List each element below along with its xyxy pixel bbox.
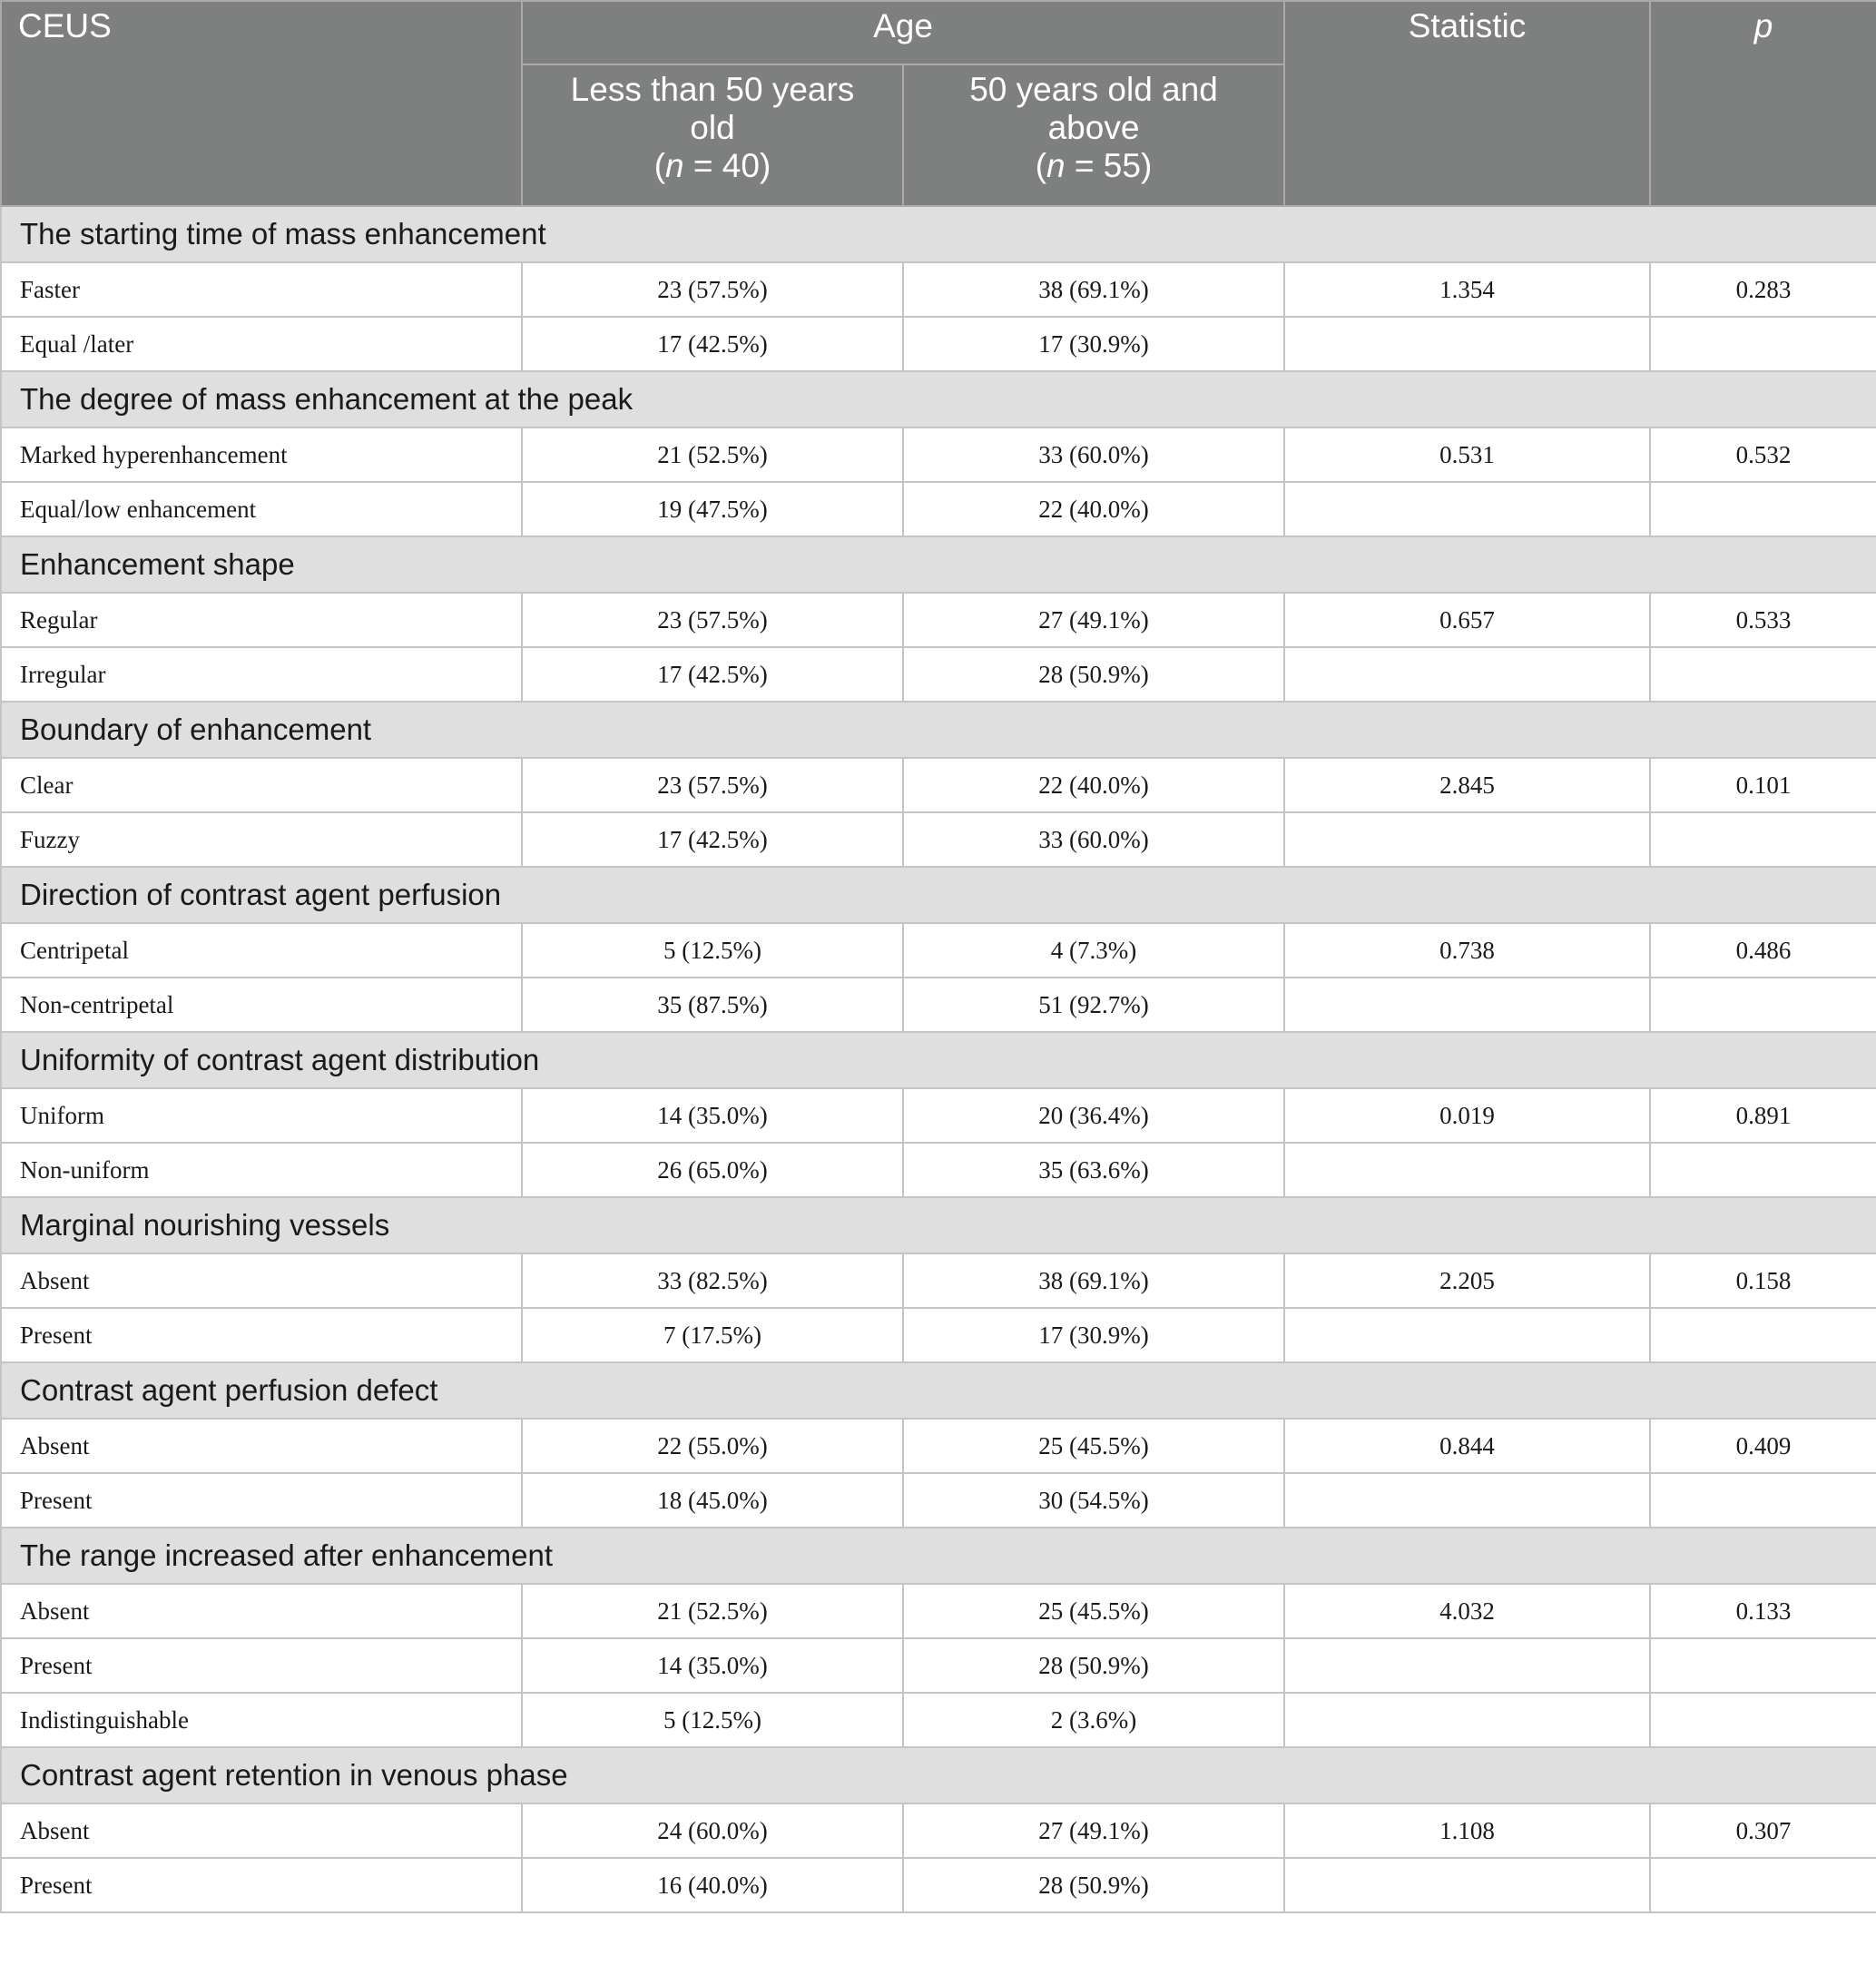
cell-p-value: 0.532: [1650, 427, 1876, 482]
cell-p-value: [1650, 1858, 1876, 1912]
cell-under-50: 24 (60.0%): [522, 1803, 903, 1858]
section-title: Direction of contrast agent perfusion: [1, 867, 1876, 923]
section-title: Enhancement shape: [1, 536, 1876, 593]
table-body: [1, 206, 1876, 1912]
cell-under-50: 17 (42.5%): [522, 647, 903, 702]
row-label: Irregular: [1, 647, 522, 702]
header-group-50-plus-line2: above: [1047, 109, 1140, 146]
cell-50-plus: 33 (60.0%): [903, 812, 1284, 867]
cell-p-value: [1650, 812, 1876, 867]
cell-50-plus: 25 (45.5%): [903, 1584, 1284, 1638]
header-group-50-plus-n-count: = 55): [1065, 147, 1153, 184]
row-label: Present: [1, 1858, 522, 1912]
cell-50-plus: 35 (63.6%): [903, 1143, 1284, 1197]
cell-p-value: 0.307: [1650, 1803, 1876, 1858]
cell-50-plus: 38 (69.1%): [903, 1253, 1284, 1308]
cell-statistic: [1284, 317, 1650, 371]
cell-50-plus: 28 (50.9%): [903, 1858, 1284, 1912]
row-label: Indistinguishable: [1, 1693, 522, 1747]
cell-statistic: 4.032: [1284, 1584, 1650, 1638]
table-row: [1, 1088, 1876, 1143]
table-row: [1, 1473, 1876, 1528]
row-label: Centripetal: [1, 923, 522, 978]
cell-statistic: 2.205: [1284, 1253, 1650, 1308]
cell-p-value: [1650, 1308, 1876, 1362]
section-row: [1, 536, 1876, 593]
cell-p-value: [1650, 1473, 1876, 1528]
row-label: Clear: [1, 758, 522, 812]
cell-statistic: 1.354: [1284, 262, 1650, 317]
table-row: [1, 1638, 1876, 1693]
section-title: The starting time of mass enhancement: [1, 206, 1876, 262]
cell-statistic: 0.844: [1284, 1419, 1650, 1473]
cell-50-plus: 4 (7.3%): [903, 923, 1284, 978]
header-group-under-50-line2: old: [690, 109, 735, 146]
header-group-50-plus-line1: 50 years old and: [969, 71, 1218, 108]
cell-under-50: 21 (52.5%): [522, 1584, 903, 1638]
table-row: [1, 1584, 1876, 1638]
row-label: Non-centripetal: [1, 978, 522, 1032]
row-label: Absent: [1, 1584, 522, 1638]
header-group-under-50-n-count: = 40): [683, 147, 771, 184]
header-group-under-50-line1: Less than 50 years: [570, 71, 855, 108]
section-title: Contrast agent retention in venous phase: [1, 1747, 1876, 1803]
row-label: Absent: [1, 1419, 522, 1473]
cell-under-50: 7 (17.5%): [522, 1308, 903, 1362]
cell-p-value: [1650, 1143, 1876, 1197]
cell-50-plus: 28 (50.9%): [903, 647, 1284, 702]
cell-p-value: 0.283: [1650, 262, 1876, 317]
header-statistic: Statistic: [1284, 1, 1650, 206]
header-ceus: CEUS: [1, 1, 522, 206]
cell-statistic: [1284, 1693, 1650, 1747]
cell-under-50: 18 (45.0%): [522, 1473, 903, 1528]
cell-statistic: 0.531: [1284, 427, 1650, 482]
table-row: [1, 1143, 1876, 1197]
row-label: Fuzzy: [1, 812, 522, 867]
section-title: The range increased after enhancement: [1, 1528, 1876, 1584]
row-label: Faster: [1, 262, 522, 317]
row-label: Non-uniform: [1, 1143, 522, 1197]
row-label: Present: [1, 1638, 522, 1693]
row-label: Present: [1, 1473, 522, 1528]
cell-under-50: 23 (57.5%): [522, 262, 903, 317]
cell-p-value: 0.133: [1650, 1584, 1876, 1638]
section-row: [1, 371, 1876, 427]
table-row: [1, 482, 1876, 536]
cell-50-plus: 2 (3.6%): [903, 1693, 1284, 1747]
cell-under-50: 33 (82.5%): [522, 1253, 903, 1308]
header-group-50-plus-n-var: n: [1046, 147, 1066, 184]
cell-under-50: 5 (12.5%): [522, 1693, 903, 1747]
cell-p-value: 0.101: [1650, 758, 1876, 812]
table-row: [1, 1803, 1876, 1858]
row-label: Absent: [1, 1253, 522, 1308]
table-row: [1, 1419, 1876, 1473]
cell-under-50: 35 (87.5%): [522, 978, 903, 1032]
cell-statistic: 2.845: [1284, 758, 1650, 812]
cell-50-plus: 27 (49.1%): [903, 593, 1284, 647]
cell-50-plus: 22 (40.0%): [903, 758, 1284, 812]
table-row: [1, 923, 1876, 978]
cell-50-plus: 51 (92.7%): [903, 978, 1284, 1032]
cell-under-50: 19 (47.5%): [522, 482, 903, 536]
cell-p-value: 0.891: [1650, 1088, 1876, 1143]
section-title: Contrast agent perfusion defect: [1, 1362, 1876, 1419]
cell-under-50: 14 (35.0%): [522, 1088, 903, 1143]
cell-p-value: [1650, 482, 1876, 536]
cell-statistic: [1284, 482, 1650, 536]
table-row: [1, 647, 1876, 702]
section-title: Marginal nourishing vessels: [1, 1197, 1876, 1253]
cell-under-50: 21 (52.5%): [522, 427, 903, 482]
cell-50-plus: 20 (36.4%): [903, 1088, 1284, 1143]
table-row: [1, 978, 1876, 1032]
table-row: [1, 427, 1876, 482]
cell-50-plus: 27 (49.1%): [903, 1803, 1284, 1858]
cell-under-50: 5 (12.5%): [522, 923, 903, 978]
row-label: Equal /later: [1, 317, 522, 371]
header-group-50-plus-n-open: (: [1035, 147, 1047, 184]
table-row: [1, 1858, 1876, 1912]
section-title: Boundary of enhancement: [1, 702, 1876, 758]
section-row: [1, 1197, 1876, 1253]
cell-statistic: [1284, 1638, 1650, 1693]
table-header: [1, 1, 1876, 206]
cell-statistic: 0.738: [1284, 923, 1650, 978]
section-row: [1, 1528, 1876, 1584]
cell-50-plus: 22 (40.0%): [903, 482, 1284, 536]
cell-under-50: 16 (40.0%): [522, 1858, 903, 1912]
row-label: Uniform: [1, 1088, 522, 1143]
cell-under-50: 23 (57.5%): [522, 593, 903, 647]
header-group-50-plus: [903, 64, 1284, 206]
table-row: [1, 1308, 1876, 1362]
cell-under-50: 14 (35.0%): [522, 1638, 903, 1693]
cell-under-50: 22 (55.0%): [522, 1419, 903, 1473]
header-group-under-50-n-var: n: [665, 147, 684, 184]
section-row: [1, 1747, 1876, 1803]
row-label: Absent: [1, 1803, 522, 1858]
cell-statistic: 0.657: [1284, 593, 1650, 647]
cell-50-plus: 38 (69.1%): [903, 262, 1284, 317]
row-label: Marked hyperenhancement: [1, 427, 522, 482]
table-row: [1, 1253, 1876, 1308]
table-row: [1, 593, 1876, 647]
cell-p-value: [1650, 978, 1876, 1032]
table-row: [1, 262, 1876, 317]
section-row: [1, 867, 1876, 923]
cell-p-value: 0.533: [1650, 593, 1876, 647]
cell-p-value: [1650, 647, 1876, 702]
section-title: The degree of mass enhancement at the peak: [1, 371, 1876, 427]
cell-50-plus: 17 (30.9%): [903, 1308, 1284, 1362]
section-row: [1, 1032, 1876, 1088]
cell-statistic: 0.019: [1284, 1088, 1650, 1143]
section-row: [1, 702, 1876, 758]
cell-p-value: 0.158: [1650, 1253, 1876, 1308]
cell-50-plus: 25 (45.5%): [903, 1419, 1284, 1473]
section-title: Uniformity of contrast agent distribution: [1, 1032, 1876, 1088]
cell-statistic: [1284, 1308, 1650, 1362]
cell-50-plus: 17 (30.9%): [903, 317, 1284, 371]
table-row: [1, 1693, 1876, 1747]
cell-statistic: [1284, 812, 1650, 867]
cell-50-plus: 33 (60.0%): [903, 427, 1284, 482]
cell-under-50: 23 (57.5%): [522, 758, 903, 812]
cell-statistic: [1284, 647, 1650, 702]
cell-p-value: [1650, 1693, 1876, 1747]
header-p: p: [1650, 1, 1876, 206]
cell-p-value: [1650, 1638, 1876, 1693]
table-row: [1, 758, 1876, 812]
cell-p-value: 0.486: [1650, 923, 1876, 978]
section-row: [1, 206, 1876, 262]
cell-statistic: 1.108: [1284, 1803, 1650, 1858]
header-group-under-50: [522, 64, 903, 206]
cell-statistic: [1284, 1473, 1650, 1528]
cell-50-plus: 28 (50.9%): [903, 1638, 1284, 1693]
cell-p-value: 0.409: [1650, 1419, 1876, 1473]
cell-p-value: [1650, 317, 1876, 371]
cell-50-plus: 30 (54.5%): [903, 1473, 1284, 1528]
cell-statistic: [1284, 1858, 1650, 1912]
row-label: Regular: [1, 593, 522, 647]
cell-under-50: 26 (65.0%): [522, 1143, 903, 1197]
cell-statistic: [1284, 1143, 1650, 1197]
row-label: Equal/low enhancement: [1, 482, 522, 536]
row-label: Present: [1, 1308, 522, 1362]
cell-under-50: 17 (42.5%): [522, 812, 903, 867]
cell-under-50: 17 (42.5%): [522, 317, 903, 371]
table-row: [1, 317, 1876, 371]
header-age: Age: [522, 1, 1284, 64]
cell-statistic: [1284, 978, 1650, 1032]
table-row: [1, 812, 1876, 867]
header-group-under-50-n-open: (: [653, 147, 666, 184]
section-row: [1, 1362, 1876, 1419]
